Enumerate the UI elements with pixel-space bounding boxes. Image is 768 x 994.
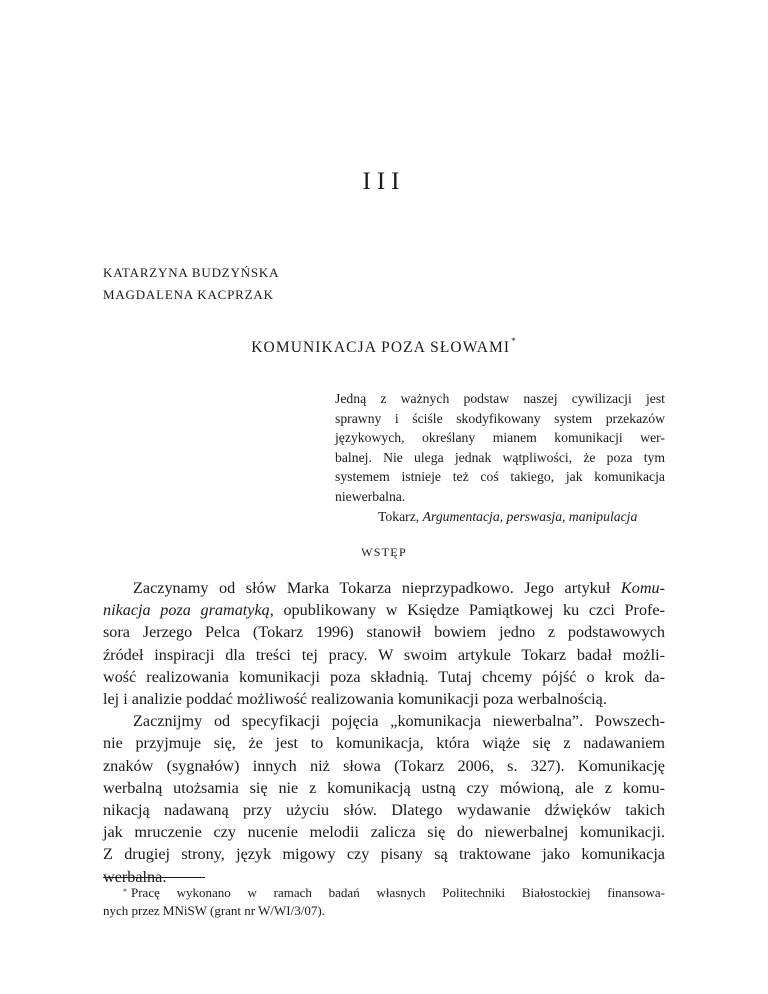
epigraph-line: Jedną z ważnych podstaw naszej cywilizacji jest xyxy=(335,391,665,406)
footnote-line xyxy=(103,884,665,902)
text-run: , opublikowany w Księdze Pamiątkowej ku czci Profe- xyxy=(269,601,666,620)
author-name: KATARZYNA BUDZYŃSKA xyxy=(103,265,280,280)
italic-title-run: Komu- xyxy=(620,579,665,597)
footnote-line: nych przez MNiSW (grant nr W/WI/3/07). xyxy=(103,903,325,919)
epigraph xyxy=(335,389,665,526)
paragraph-line: Zacznijmy od specyfikacji pojęcia „komunikacja niewerbalna”. Powszech- xyxy=(133,712,665,731)
footnote-text: Pracę wykonano w ramach badań własnych Politechniki Białostockiej finansowa- xyxy=(131,885,665,900)
paragraph-line: wość realizowania komunikacji poza składnią. Tutaj chcemy pójść o krok da- xyxy=(103,667,665,686)
paragraph-line: sora Jerzego Pelca (Tokarz 1996) stanowił bowiem jedno z podstawowych xyxy=(103,623,665,642)
epigraph-line: niewerbalna. xyxy=(335,488,406,504)
epigraph-line: balnej. Nie ulega jednak wątpliwości, że poza tym xyxy=(335,449,665,465)
author-name: MAGDALENA KACPRZAK xyxy=(103,287,274,302)
paragraph-line: nikacją nadawaną przy użyciu słów. Dlatego wydawanie dźwięków takich xyxy=(103,801,665,820)
author-list xyxy=(103,262,279,306)
epigraph-attribution xyxy=(335,507,665,527)
paragraph-line: nie przyjmuje się, że jest to komunikacja, która wiąże się z nadawaniem xyxy=(103,734,665,753)
epigraph-line: sprawny i ściśle skodyfikowany system przekazów xyxy=(335,410,665,426)
footnote-marker: * xyxy=(123,887,127,896)
epigraph-line: systemem istnieje też coś takiego, jak komunikacja xyxy=(335,469,665,485)
paragraph-line: znaków (sygnałów) innych niż słowa (Tokarz 2006, s. 327). Komunikację xyxy=(103,756,665,775)
chapter-title-text: KOMUNIKACJA POZA SŁOWAMI xyxy=(251,339,511,356)
chapter-number: III xyxy=(362,168,406,195)
title-footnote-marker[interactable]: * xyxy=(511,336,517,346)
paragraph-line: werbalną utożsamia się nie z komunikacją ustną czy mówioną, ale z komu- xyxy=(103,778,665,797)
paragraph-line xyxy=(103,599,665,621)
paragraph-line: werbalna. xyxy=(103,867,167,886)
epigraph-line: językowych, określany mianem komunikacji wer- xyxy=(335,430,665,446)
body-text xyxy=(103,577,665,888)
footnote xyxy=(103,884,665,921)
paragraph-line xyxy=(103,577,665,599)
paragraph-line: źródeł inspiracji dla treści tej pracy. W swoim artykule Tokarz badał możli- xyxy=(103,645,665,664)
paragraph-line: lej i analizie poddać możliwość realizowania komunikacji poza werbalnością. xyxy=(103,690,607,709)
epigraph-attribution-work: Argumentacja, perswasja, manipulacja xyxy=(422,508,638,524)
section-heading: WSTĘP xyxy=(361,545,407,559)
chapter-title xyxy=(0,336,768,357)
text-run: Zaczynamy od słów Marka Tokarza nieprzypadkowo. Jego artykuł xyxy=(133,579,621,597)
paragraph-line: Z drugiej strony, język migowy czy pisany są traktowane jako komunikacja xyxy=(103,845,665,864)
epigraph-attribution-author: Tokarz, xyxy=(378,508,423,524)
footnote-divider xyxy=(103,877,205,878)
italic-title-run: nikacja poza gramatyką xyxy=(103,601,270,620)
paragraph-line: jak mruczenie czy nucenie melodii zalicza się do niewerbalnej komunikacji. xyxy=(103,823,665,842)
